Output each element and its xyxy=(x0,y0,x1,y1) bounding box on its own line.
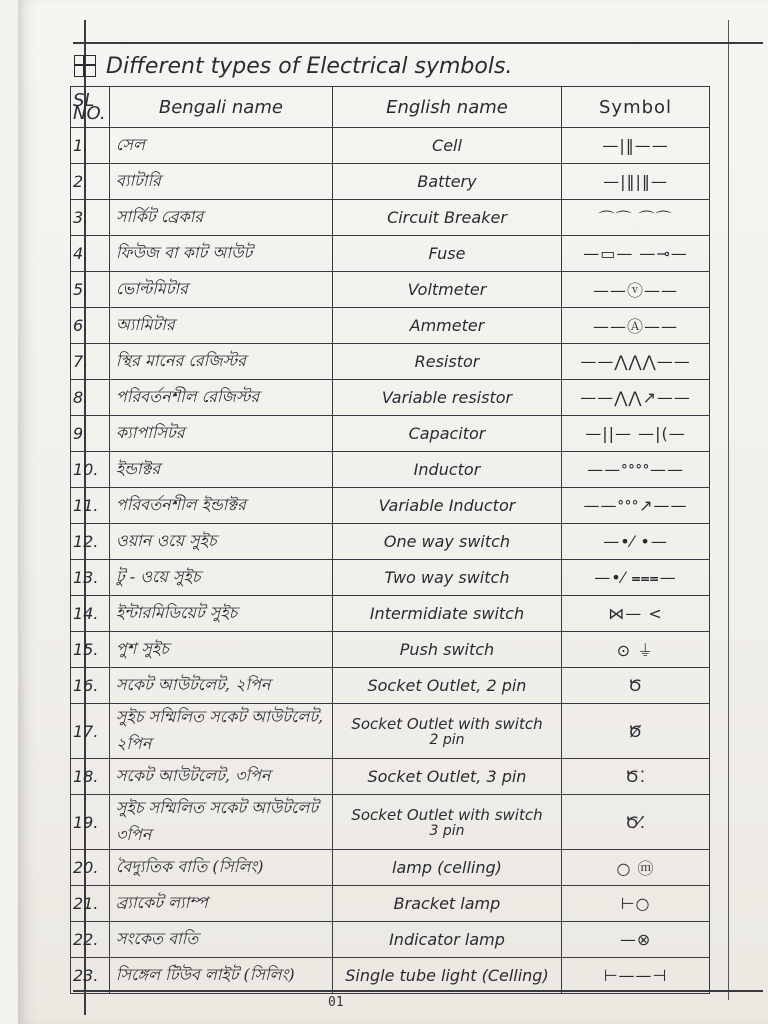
row-symbol: ——⋀⋀↗—— xyxy=(562,380,710,416)
row-english-name xyxy=(332,632,561,668)
row-english-text: Socket Outlet, 3 pin xyxy=(367,767,527,786)
row-bengali-name: ভোল্টমিটার xyxy=(109,272,332,308)
row-english-name xyxy=(332,452,561,488)
row-english-name xyxy=(332,795,561,850)
table-row xyxy=(71,850,710,886)
row-english-name xyxy=(332,850,561,886)
row-english-name xyxy=(332,308,561,344)
row-english-name xyxy=(332,380,561,416)
table-row xyxy=(71,200,710,236)
row-english-text: Intermidiate switch xyxy=(369,604,525,623)
row-sl: 19. xyxy=(71,795,110,850)
row-bengali-name: বৈদ্যুতিক বাতি (সিলিং) xyxy=(109,850,332,886)
row-english-text: Variable resistor xyxy=(381,388,513,407)
row-sl: 13. xyxy=(71,560,110,596)
row-symbol: —•⁄ ⩶— xyxy=(562,560,710,596)
row-bengali-name: সকেট আউটলেট, ৩পিন xyxy=(109,759,332,795)
row-sl: 1. xyxy=(71,128,110,164)
row-bengali-name: পরিবর্তনশীল রেজিস্টর xyxy=(109,380,332,416)
row-symbol: Ծ⁚̸ xyxy=(562,795,710,850)
heading-box-icon xyxy=(74,55,96,77)
row-bengali-name: সার্কিট ব্রেকার xyxy=(109,200,332,236)
margin-line-top xyxy=(73,42,763,44)
table-row xyxy=(71,488,710,524)
table-row xyxy=(71,272,710,308)
table-row xyxy=(71,416,710,452)
row-english-name xyxy=(332,344,561,380)
row-symbol: ——Ⓐ—— xyxy=(562,308,710,344)
row-bengali-name: ইন্টারমিডিয়েট সুইচ xyxy=(109,596,332,632)
row-english-name xyxy=(332,488,561,524)
row-sl: 2. xyxy=(71,164,110,200)
table-row xyxy=(71,380,710,416)
table-row xyxy=(71,128,710,164)
row-symbol: —|‖|‖— xyxy=(562,164,710,200)
table-header-row xyxy=(71,87,710,128)
row-english-text: Fuse xyxy=(428,244,466,263)
row-symbol: —|‖—— xyxy=(562,128,710,164)
table-row xyxy=(71,308,710,344)
row-bengali-name: ব্যাটারি xyxy=(109,164,332,200)
row-symbol: ⊙ ⏚ xyxy=(562,632,710,668)
row-sl: 10. xyxy=(71,452,110,488)
row-english-name xyxy=(332,128,561,164)
row-english-text: Circuit Breaker xyxy=(387,208,507,227)
row-english-name xyxy=(332,596,561,632)
row-symbol: —•⁄ •— xyxy=(562,524,710,560)
table-row xyxy=(71,344,710,380)
row-english-text: Socket Outlet with switch xyxy=(351,806,543,824)
header-symbol: Symbol xyxy=(562,87,710,128)
row-symbol: ——⋀⋀⋀—— xyxy=(562,344,710,380)
row-symbol: ⌒⌒ ⌒⌒ xyxy=(562,200,710,236)
row-bengali-name: সিঙ্গেল টিউব লাইট (সিলিং) xyxy=(109,958,332,994)
table-row xyxy=(71,236,710,272)
row-sl: 4. xyxy=(71,236,110,272)
row-symbol: ——ⓥ—— xyxy=(562,272,710,308)
row-bengali-name: ওয়ান ওয়ে সুইচ xyxy=(109,524,332,560)
row-english-subtext: 3 pin xyxy=(429,823,465,839)
row-sl: 9. xyxy=(71,416,110,452)
row-bengali-name: ইন্ডাক্টর xyxy=(109,452,332,488)
row-english-text: Cell xyxy=(432,136,462,155)
row-sl: 23. xyxy=(71,958,110,994)
row-sl: 21. xyxy=(71,886,110,922)
table-row xyxy=(71,795,710,850)
row-english-text: Single tube light (Celling) xyxy=(345,966,549,985)
row-english-text: Battery xyxy=(417,172,477,191)
row-symbol: ⋈— < xyxy=(562,596,710,632)
row-symbol: Ծ xyxy=(562,668,710,704)
margin-line-right xyxy=(728,20,729,1000)
row-bengali-name: ফিউজ বা কাট আউট xyxy=(109,236,332,272)
header-sl: SL NO. xyxy=(71,87,110,128)
row-english-name xyxy=(332,272,561,308)
row-sl: 3. xyxy=(71,200,110,236)
row-symbol: ——ᐤᐤᐤᐤ—— xyxy=(562,452,710,488)
row-english-text: Socket Outlet with switch xyxy=(351,715,543,733)
row-english-name xyxy=(332,236,561,272)
symbols-table xyxy=(70,86,710,994)
row-bengali-name: পুশ সুইচ xyxy=(109,632,332,668)
row-english-text: Voltmeter xyxy=(407,280,487,299)
table-row xyxy=(71,524,710,560)
row-english-text: One way switch xyxy=(383,532,511,551)
table-row xyxy=(71,596,710,632)
row-english-text: Ammeter xyxy=(409,316,485,335)
row-english-name xyxy=(332,200,561,236)
table-row xyxy=(71,668,710,704)
header-english: English name xyxy=(332,87,561,128)
row-english-text: lamp (celling) xyxy=(392,858,502,877)
row-bengali-name: ক্যাপাসিটর xyxy=(109,416,332,452)
row-english-text: Inductor xyxy=(413,460,481,479)
row-bengali-name: পরিবর্তনশীল ইন্ডাক্টর xyxy=(109,488,332,524)
row-sl: 7. xyxy=(71,344,110,380)
row-sl: 22. xyxy=(71,922,110,958)
row-bengali-name: সেল xyxy=(109,128,332,164)
row-symbol: ——ᐤᐤᐤ↗—— xyxy=(562,488,710,524)
page-number: 01 xyxy=(328,995,344,1010)
table-row xyxy=(71,759,710,795)
row-bengali-name: সংকেত বাতি xyxy=(109,922,332,958)
row-sl: 6. xyxy=(71,308,110,344)
row-english-name xyxy=(332,958,561,994)
table-row xyxy=(71,922,710,958)
row-symbol: —⊗ xyxy=(562,922,710,958)
row-bengali-name: সুইচ সম্মিলিত সকেট আউটলেট, ২পিন xyxy=(109,704,332,759)
page-title: Different types of Electrical symbols. xyxy=(106,53,513,79)
row-english-name xyxy=(332,922,561,958)
row-english-name xyxy=(332,416,561,452)
table-row xyxy=(71,560,710,596)
row-symbol: Ծ̸ xyxy=(562,704,710,759)
row-english-text: Capacitor xyxy=(408,424,486,443)
row-sl: 15. xyxy=(71,632,110,668)
row-english-subtext: 2 pin xyxy=(429,732,465,748)
row-bengali-name: অ্যামিটার xyxy=(109,308,332,344)
row-symbol: ⊢——⊣ xyxy=(562,958,710,994)
table-row xyxy=(71,164,710,200)
row-symbol: ⊢○ xyxy=(562,886,710,922)
row-english-text: Socket Outlet, 2 pin xyxy=(367,676,527,695)
row-bengali-name: স্থির মানের রেজিস্টর xyxy=(109,344,332,380)
row-bengali-name: ব্র্যাকেট ল্যাম্প xyxy=(109,886,332,922)
row-sl: 14. xyxy=(71,596,110,632)
row-symbol: ○ ⓜ xyxy=(562,850,710,886)
table-row xyxy=(71,704,710,759)
row-sl: 20. xyxy=(71,850,110,886)
row-symbol: —▭— —⊸— xyxy=(562,236,710,272)
row-english-text: Resistor xyxy=(414,352,480,371)
row-symbol: —||— —|(— xyxy=(562,416,710,452)
row-sl: 18. xyxy=(71,759,110,795)
row-english-text: Variable Inductor xyxy=(378,496,516,515)
table-row xyxy=(71,452,710,488)
row-english-name xyxy=(332,524,561,560)
header-bengali: Bengali name xyxy=(109,87,332,128)
row-sl: 5. xyxy=(71,272,110,308)
row-symbol: Ծ⁚ xyxy=(562,759,710,795)
row-sl: 12. xyxy=(71,524,110,560)
table-row xyxy=(71,958,710,994)
row-sl: 17. xyxy=(71,704,110,759)
row-english-text: Push switch xyxy=(399,640,495,659)
row-bengali-name: সুইচ সম্মিলিত সকেট আউটলেট ৩পিন xyxy=(109,795,332,850)
row-english-name xyxy=(332,704,561,759)
row-english-name xyxy=(332,759,561,795)
row-english-text: Bracket lamp xyxy=(393,894,501,913)
row-english-name xyxy=(332,560,561,596)
row-bengali-name: টু - ওয়ে সুইচ xyxy=(109,560,332,596)
row-sl: 8. xyxy=(71,380,110,416)
row-english-name xyxy=(332,668,561,704)
row-english-text: Indicator lamp xyxy=(389,930,505,949)
row-bengali-name: সকেট আউটলেট, ২পিন xyxy=(109,668,332,704)
row-english-name xyxy=(332,886,561,922)
table-row xyxy=(71,632,710,668)
table-row xyxy=(71,886,710,922)
row-english-text: Two way switch xyxy=(384,568,510,587)
row-english-name xyxy=(332,164,561,200)
row-sl: 11. xyxy=(71,488,110,524)
page-heading xyxy=(74,48,512,84)
row-sl: 16. xyxy=(71,668,110,704)
